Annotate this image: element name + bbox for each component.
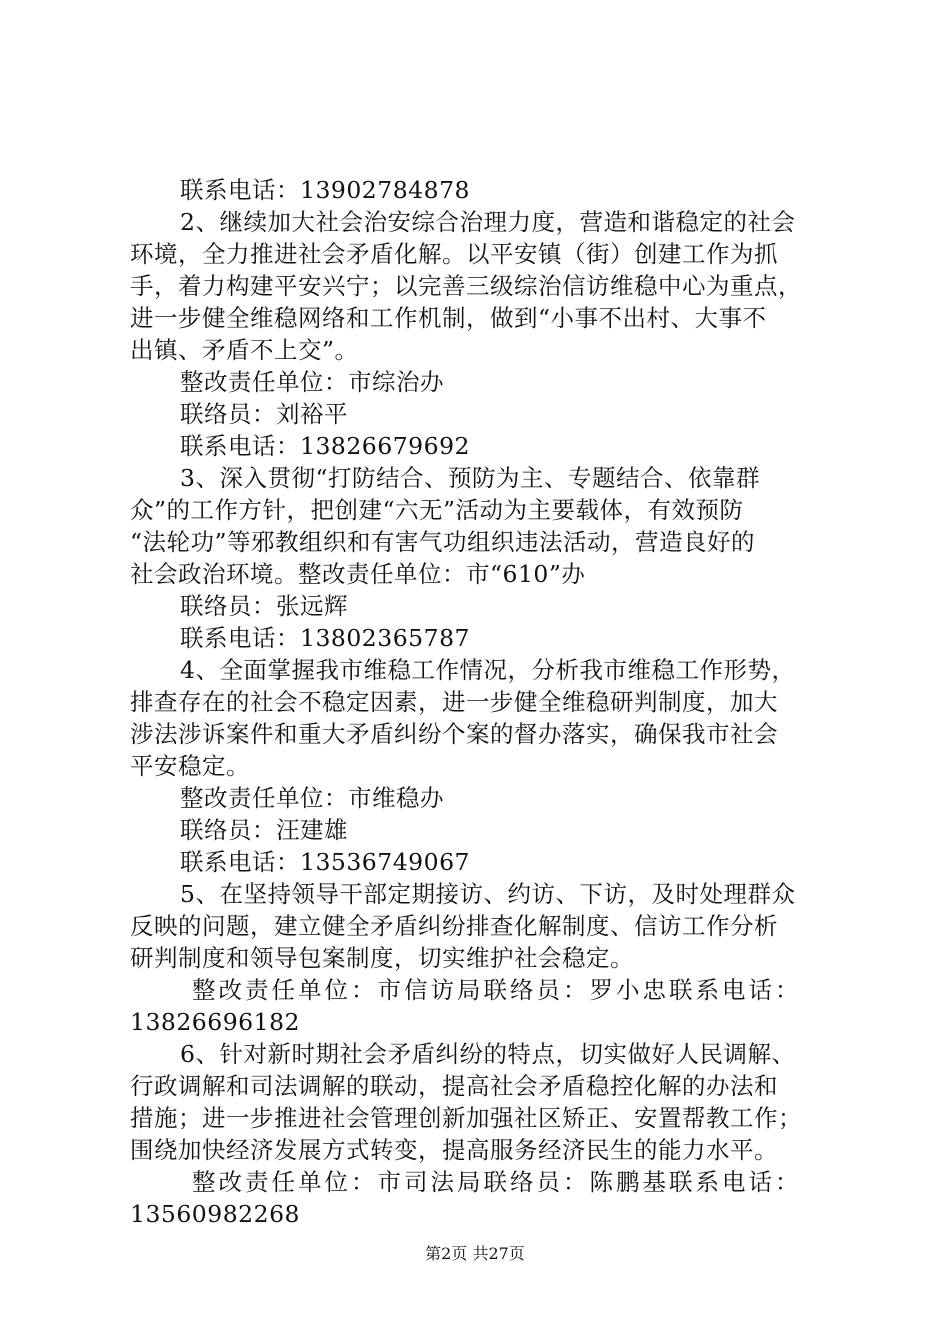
text-line: 环境，全力推进社会矛盾化解。以平安镇（街）创建工作为抓 <box>130 240 778 268</box>
text-line: 联系电话：13826679692 <box>180 432 470 460</box>
text-line: 联络员：汪建雄 <box>180 816 348 844</box>
text-line: 进一步健全维稳网络和工作机制，做到“小事不出村、大事不 <box>130 304 767 332</box>
text-line: 措施；进一步推进社会管理创新加强社区矫正、安置帮教工作； <box>130 1104 802 1132</box>
text-line: 涉法涉诉案件和重大矛盾纠纷个案的督办落实，确保我市社会 <box>130 720 778 748</box>
text-line: 2、继续加大社会治安综合治理力度，营造和谐稳定的社会 <box>180 208 796 236</box>
text-line: 联系电话：13802365787 <box>180 624 470 652</box>
text-line: 反映的问题，建立健全矛盾纠纷排查化解制度、信访工作分析 <box>130 912 778 940</box>
text-line: 研判制度和领导包案制度，切实维护社会稳定。 <box>130 944 634 972</box>
text-line: 联系电话：13902784878 <box>180 176 470 204</box>
text-line: 联络员：刘裕平 <box>180 400 348 428</box>
text-line: 6、针对新时期社会矛盾纠纷的特点，切实做好人民调解、 <box>180 1040 796 1068</box>
document-body <box>130 174 830 1230</box>
text-line: 整改责任单位：市维稳办 <box>180 784 444 812</box>
page-number-footer: 第2页 共27页 <box>425 1244 525 1263</box>
text-line: 手，着力构建平安兴宁；以完善三级综治信访维稳中心为重点， <box>130 272 802 300</box>
text-line: 众”的工作方针，把创建“六无”活动为主要载体，有效预防 <box>130 496 744 524</box>
text-line: “法轮功”等邪教组织和有害气功组织违法活动，营造良好的 <box>130 528 756 556</box>
text-line: 平安稳定。 <box>130 752 250 780</box>
text-line: 排查存在的社会不稳定因素，进一步健全维稳研判制度，加大 <box>130 688 778 716</box>
text-line: 社会政治环境。整改责任单位：市“610”办 <box>130 560 586 588</box>
text-line: 5、在坚持领导干部定期接访、约访、下访，及时处理群众 <box>180 880 796 908</box>
text-line: 13560982268 <box>130 1200 300 1228</box>
text-line: 13826696182 <box>130 1008 300 1036</box>
text-line: 联系电话：13536749067 <box>180 848 470 876</box>
text-line: 围绕加快经济发展方式转变，提高服务经济民生的能力水平。 <box>130 1136 778 1164</box>
text-line: 行政调解和司法调解的联动，提高社会矛盾稳控化解的办法和 <box>130 1072 778 1100</box>
text-line: 整改责任单位：市综治办 <box>180 368 444 396</box>
text-line: 联络员：张远辉 <box>180 592 348 620</box>
text-line: 出镇、矛盾不上交”。 <box>130 336 359 364</box>
text-line: 整改责任单位：市信访局联络员：罗小忠联系电话： <box>192 976 802 1004</box>
text-line: 整改责任单位：市司法局联络员：陈鹏基联系电话： <box>192 1168 802 1196</box>
text-line: 3、深入贯彻“打防结合、预防为主、专题结合、依靠群 <box>180 464 760 492</box>
text-line: 4、全面掌握我市维稳工作情况，分析我市维稳工作形势， <box>180 656 796 684</box>
